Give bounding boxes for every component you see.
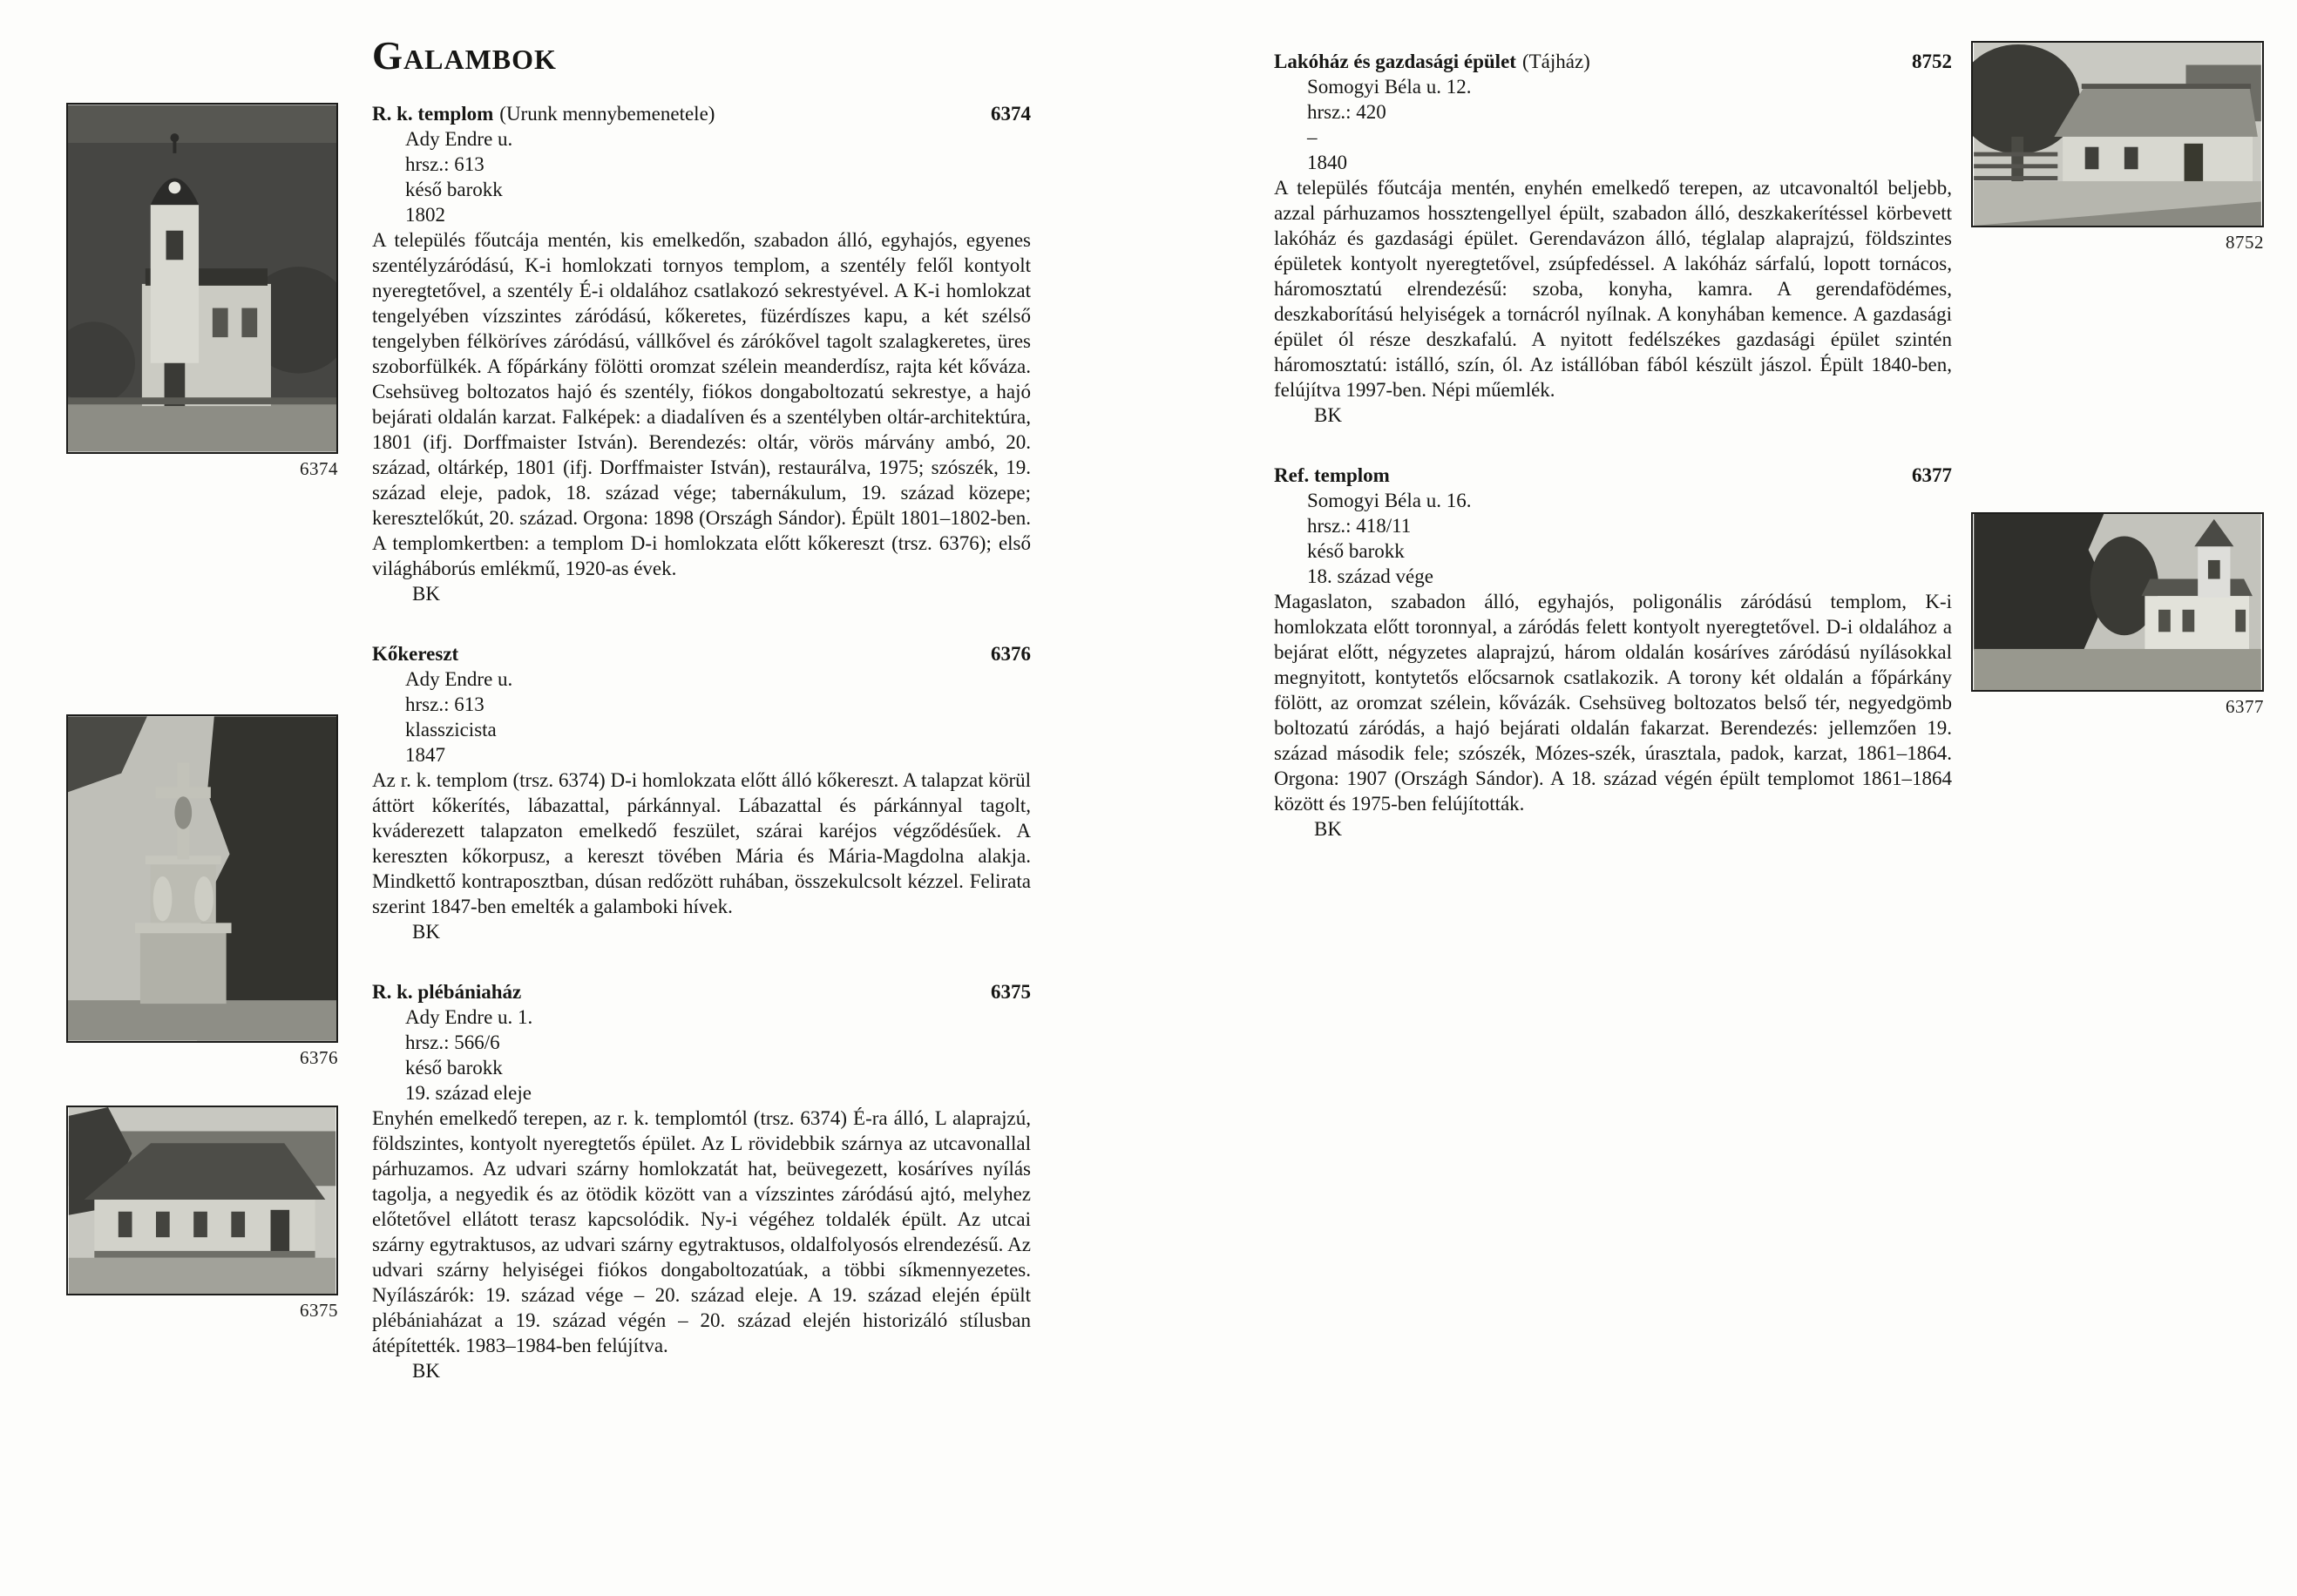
right-entries — [1274, 49, 1952, 842]
photo-kokereszt — [66, 714, 338, 1068]
right-column — [1274, 49, 1952, 876]
entry-description: A település főutcája mentén, enyhén emelkedő terepen, az utcavonaltól beljebb, azzal párhuzamos hossztengellyel épült, szabadon álló, deszkakerítéssel körbevett lakóház és gazdasági épület. Gerendavázon álló, téglalap alaprajzú, földszintes épületek kontyolt nyeregtetővel, zsúpfedéssel. A lakóház sárfalú, lopott tornácos, háromosztatú elrendezésű: szoba, konyha, kamra. A gerendafödémes, deszkaborítású helyiségek a tornácról nyílnak. A konyhában kemence. A gazdasági épület ól része deszkafalú. A nyitott fedélszékes gazdasági épület szintén háromosztatú: istálló, szín, ól. Az istállóban fából készült jászol. Épült 1840-ben, felújítva 1997-ben. Népi műemlék. — [1274, 177, 1952, 401]
left-column — [372, 33, 1031, 1418]
entry-author-initials: BK — [412, 921, 440, 943]
entry-header — [1274, 49, 1952, 74]
photo-caption: 6375 — [300, 1300, 338, 1321]
entry-meta — [1274, 488, 1952, 589]
stone-cross-photo-image — [66, 714, 338, 1043]
entry-header — [1274, 463, 1952, 488]
entry-header — [372, 979, 1031, 1004]
entry-meta-line: 1847 — [405, 744, 445, 766]
entry-registry-number: 8752 — [1912, 51, 1952, 72]
entry-meta-line: 19. század eleje — [405, 1082, 532, 1104]
entry-description: Az r. k. templom (trsz. 6374) D-i homlokzata előtt álló kőkereszt. A talapzat körül áttört kőkerítés, lábazattal, párkánnyal. Lábazattal és párkánnyal tagolt, kváderezett talapzaton emelkedő feszület, szárai karéjos végződésűek. A kereszten kőkorpusz, a kereszt tövében Mária és Mária-Magdolna alakja. Mindkettő kontraposztban, dúsan redőzött ruhában, összekulcsolt kézzel. Felirata szerint 1847-ben emelték a galamboki hívek. — [372, 769, 1031, 917]
catalog-entry — [372, 641, 1031, 944]
entry-registry-number: 6374 — [991, 103, 1031, 125]
entry-author-initials: BK — [412, 583, 440, 605]
entry-meta — [372, 1004, 1031, 1106]
entry-meta — [1274, 74, 1952, 175]
entry-meta-line: 1802 — [405, 204, 445, 226]
entry-meta-line: hrsz.: 566/6 — [405, 1031, 500, 1053]
photo-caption: 6374 — [300, 458, 338, 479]
entry-author-initials: BK — [412, 1360, 440, 1382]
entry-name: R. k. templom — [372, 103, 494, 125]
page-title: Galambok — [372, 34, 557, 78]
entry-meta-line: hrsz.: 418/11 — [1307, 515, 1412, 537]
entry-header — [372, 101, 1031, 126]
photo-ref-templom — [1971, 512, 2264, 717]
entry-name-suffix: (Tájház) — [1521, 51, 1590, 72]
entry-name: R. k. plébániaház — [372, 981, 522, 1003]
left-photo-column — [66, 0, 338, 1596]
entry-meta-line: késő barokk — [405, 1057, 503, 1079]
church-photo-image — [66, 103, 338, 454]
photo-rk-templom — [66, 103, 338, 479]
entry-description: A település főutcája mentén, kis emelkedőn, szabadon álló, egyhajós, egyenes szentélyzáródású, K-i homlokzati tornyos templom, a szentély felől kontyolt nyeregtetővel, a szentély É-i oldalához csatlakozó sekrestyével. A K-i homlokzat tengelyében vízszintes záródású, kőkeretes, füzérdíszes kapu, a két szélső tengelyben félköríves záródású, vállkővel és zárókővel tagolt szalagkeretes, üres szoborfülkék. A főpárkány fölötti oromzat szélein meanderdísz, rajta két kőváza. Csehsüveg boltozatos hajó és szentély, fiókos dongaboltozatú sekrestye, a hajó bejárati oldalán karzat. Falképek: a diadalíven és a szentélyben oltár-architektúra, 1801 (ifj. Dorffmaister István). Berendezés: oltár, vörös márvány ambó, 20. század, oltárkép, 1801 (ifj. Dorffmaister István), restaurálva, 1975; szószék, 19. század eleje, padok, 18. század vége; tabernákulum, 19. század közepe; keresztelőkút, 20. század. Orgona: 1898 (Országh Sándor). Épült 1801–1802-ben. A templomkertben: a templom D-i homlokzata előtt kőkereszt (trsz. 6376); első világháborús emlékmű, 1920-as évek. — [372, 229, 1031, 579]
entry-description: Enyhén emelkedő terepen, az r. k. templomtól (trsz. 6374) É-ra álló, L alaprajzú, földszintes, kontyolt nyeregtetős épület. Az L rövidebbik szárnya az utcavonallal párhuzamos. Az udvari szárny homlokzatát hat, beüvegezett, kosáríves nyílás tagolja, a negyedik és az ötödik között van a vízszintes záródású ajtó, melyhez előtetővel ellátott terasz kapcsolódik. Ny-i végéhez toldalék épült. Az utcai szárny egytraktusos, az udvari szárny egytraktusos, oldalfolyosós elrendezésű. Az udvari szárny helyiségei fiókos dongaboltozatúak, a többi síkmennyezetes. Nyílászárók: 19. század vége – 20. század eleje. A 19. század elején épült plébániaházat a 19. század végén – 20. század elején historizáló stílusban átépítették. 1983–1984-ben felújítva. — [372, 1107, 1031, 1356]
entry-title — [372, 979, 521, 1004]
entry-description: Magaslaton, szabadon álló, egyhajós, poligonális záródású templom, K-i homlokzata előtt toronnyal, a záródás felett kontyolt nyeregtetővel. D-i oldalához a bejárat előtt, négyzetes alaprajzú, három oldalán kosáríves záródású nyílásokkal megnyitott, kontytetős előcsarnok csatlakozik. A torony két oldalán a főpárkány fölött, az oromzat szélein, kővázák. Csehsüveg boltozatos belső tér, negyedgömb boltozatú záródás, a hajó bejárati oldalán fakarzat. Berendezés: jellemzően 19. század második fele; szószék, Mózes-szék, úrasztala, padok, karzat, 1861–1864. Orgona: 1907 (Országh Sándor). A 18. század végén épült templomot 1861–1864 között és 1975-ben felújították. — [1274, 591, 1952, 815]
entry-meta-line: Somogyi Béla u. 12. — [1307, 76, 1472, 98]
entry-meta-line: Ady Endre u. 1. — [405, 1006, 533, 1028]
entry-name-suffix: (Urunk mennybemenetele) — [499, 103, 715, 125]
photo-caption: 8752 — [2226, 232, 2264, 253]
entry-author-initials: BK — [1314, 818, 1342, 840]
entry-registry-number: 6376 — [991, 643, 1031, 665]
entry-meta-line: hrsz.: 613 — [405, 693, 484, 715]
catalog-entry — [372, 979, 1031, 1383]
entry-meta — [372, 666, 1031, 768]
entry-meta-line: Ady Endre u. — [405, 128, 513, 150]
entry-title — [372, 641, 458, 666]
entry-meta-line: – — [1307, 126, 1318, 148]
entry-meta-line: klasszicista — [405, 719, 497, 741]
parish-house-photo-image — [66, 1106, 338, 1295]
entry-registry-number: 6375 — [991, 981, 1031, 1003]
entry-meta-line: 1840 — [1307, 152, 1347, 173]
entry-meta-line: 18. század vége — [1307, 565, 1433, 587]
entry-meta-line: késő barokk — [1307, 540, 1405, 562]
entry-meta-line: Ady Endre u. — [405, 668, 513, 690]
photo-caption: 6376 — [300, 1047, 338, 1068]
catalog-entry — [372, 101, 1031, 606]
catalog-entry — [1274, 49, 1952, 428]
photo-caption: 6377 — [2226, 696, 2264, 717]
entry-title — [1274, 463, 1390, 488]
entry-meta-line: hrsz.: 613 — [405, 153, 484, 175]
entry-author-initials: BK — [1314, 404, 1342, 426]
right-photo-column — [1971, 0, 2264, 1596]
catalog-entry — [1274, 463, 1952, 842]
entry-meta-line: Somogyi Béla u. 16. — [1307, 490, 1472, 511]
photo-tajhaz — [1971, 41, 2264, 253]
entry-registry-number: 6377 — [1912, 464, 1952, 486]
left-entries — [372, 101, 1031, 1383]
entry-header — [372, 641, 1031, 666]
photo-plebaniahaz — [66, 1106, 338, 1321]
entry-name: Ref. templom — [1274, 464, 1390, 486]
reformed-church-photo-image — [1971, 512, 2264, 692]
entry-meta-line: hrsz.: 420 — [1307, 101, 1386, 123]
entry-name: Lakóház és gazdasági épület — [1274, 51, 1516, 72]
entry-title — [1274, 49, 1590, 74]
thatched-house-photo-image — [1971, 41, 2264, 227]
entry-name: Kőkereszt — [372, 643, 459, 665]
entry-meta — [372, 126, 1031, 227]
entry-title — [372, 101, 715, 126]
entry-meta-line: késő barokk — [405, 179, 503, 200]
